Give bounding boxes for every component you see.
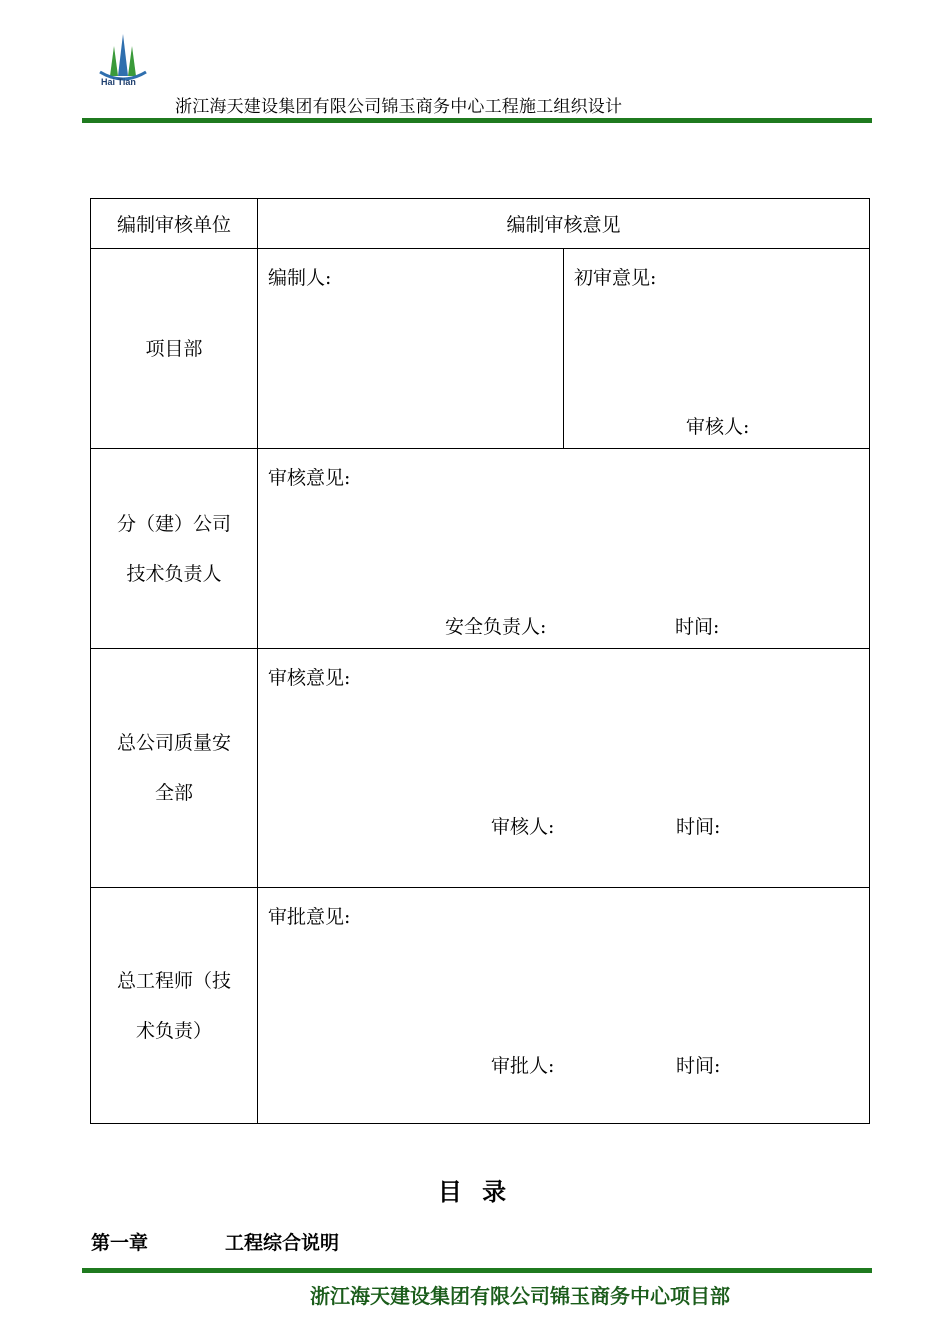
approval-label: 审批意见:	[268, 906, 351, 928]
time-label: 时间:	[676, 1055, 721, 1077]
unit-branch-tech	[91, 449, 258, 649]
unit-line: 总公司质量安	[116, 732, 231, 754]
preliminary-label: 初审意见:	[574, 267, 657, 289]
opinion-label: 审核意见:	[268, 667, 351, 689]
logo-text: Hai Tian	[101, 77, 136, 87]
unit-line: 分（建）公司	[116, 512, 231, 535]
unit-line: 全部	[154, 782, 193, 804]
table-row	[91, 888, 870, 1124]
unit-project-dept: 项目部	[91, 249, 258, 449]
compiler-cell	[258, 249, 564, 449]
opinion-cell	[258, 649, 870, 888]
opinion-cell	[258, 449, 870, 649]
table-row	[91, 649, 870, 888]
unit-line: 总工程师（技	[116, 969, 231, 992]
reviewer-label: 审核人:	[686, 416, 750, 438]
table-header-row	[91, 199, 870, 249]
chapter-title: 工程综合说明	[225, 1232, 340, 1254]
approver-label: 审批人:	[491, 1055, 555, 1077]
table-row	[91, 249, 870, 449]
header-rule	[82, 118, 872, 123]
time-label: 时间:	[676, 816, 721, 838]
footer-text: 浙江海天建设集团有限公司锦玉商务中心项目部	[310, 1284, 730, 1308]
unit-line: 术负责）	[135, 1019, 212, 1042]
reviewer-label: 审核人:	[491, 816, 555, 838]
chapter-number: 第一章	[91, 1232, 149, 1254]
safety-signer-label: 安全负责人:	[445, 616, 547, 638]
unit-line: 技术负责人	[126, 562, 222, 585]
opinion-label: 审核意见:	[268, 467, 351, 489]
toc-title: 目 录	[437, 1177, 513, 1206]
table-row	[91, 449, 870, 649]
approval-cell	[258, 888, 870, 1124]
col-header-unit: 编制审核单位	[91, 199, 258, 249]
header-title: 浙江海天建设集团有限公司锦玉商务中心工程施工组织设计	[175, 97, 623, 117]
time-label: 时间:	[675, 616, 720, 638]
review-table	[90, 198, 870, 1124]
unit-chief-engineer	[91, 888, 258, 1124]
preliminary-cell	[564, 249, 870, 449]
footer-rule	[82, 1268, 872, 1273]
compiler-label: 编制人:	[268, 267, 332, 289]
unit-hq-quality-safety	[91, 649, 258, 888]
col-header-opinion: 编制审核意见	[258, 199, 870, 249]
